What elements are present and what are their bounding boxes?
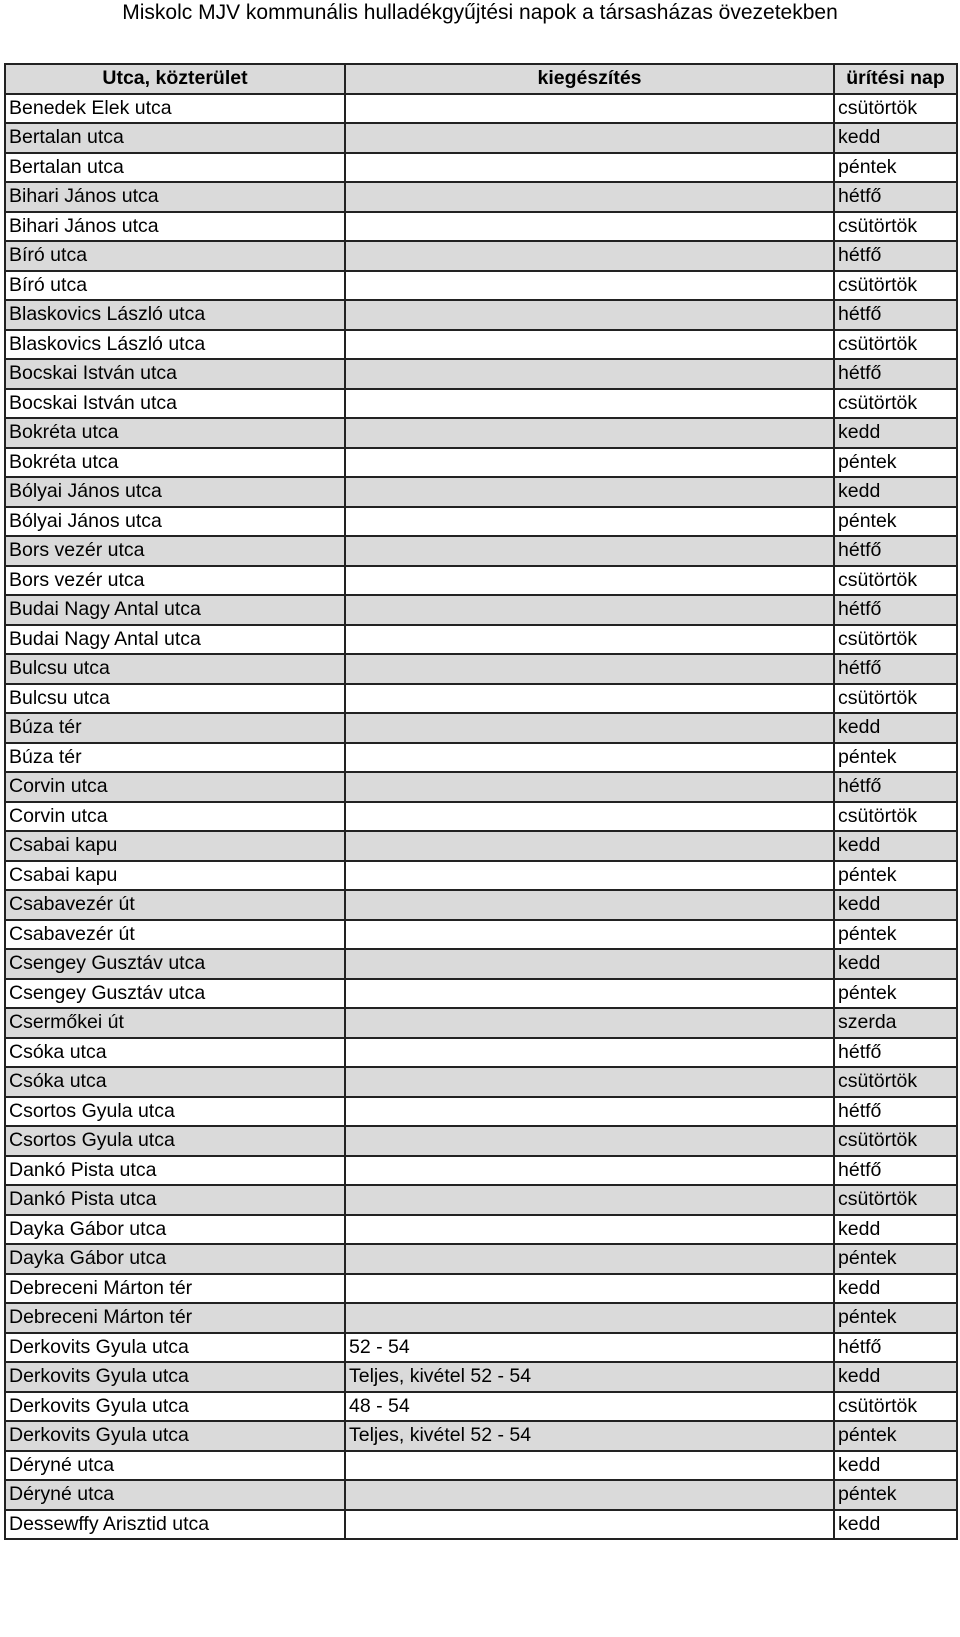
street-cell: Dayka Gábor utca (5, 1244, 345, 1274)
supplement-cell (345, 979, 834, 1009)
collection-day-cell: kedd (834, 123, 957, 153)
supplement-cell (345, 359, 834, 389)
street-cell: Derkovits Gyula utca (5, 1392, 345, 1422)
table-row (5, 123, 957, 153)
collection-day-cell: hétfő (834, 241, 957, 271)
supplement-cell (345, 831, 834, 861)
collection-day-cell: csütörtök (834, 566, 957, 596)
collection-day-cell: csütörtök (834, 625, 957, 655)
table-row (5, 1097, 957, 1127)
street-cell: Bors vezér utca (5, 536, 345, 566)
supplement-cell (345, 949, 834, 979)
table-row (5, 271, 957, 301)
street-cell: Csortos Gyula utca (5, 1097, 345, 1127)
collection-day-cell: kedd (834, 831, 957, 861)
collection-day-cell: péntek (834, 920, 957, 950)
table-row (5, 330, 957, 360)
supplement-cell (345, 477, 834, 507)
collection-day-cell: csütörtök (834, 802, 957, 832)
street-cell: Búza tér (5, 713, 345, 743)
collection-day-cell: hétfő (834, 1333, 957, 1363)
table-row (5, 595, 957, 625)
table-row (5, 1156, 957, 1186)
street-cell: Bulcsu utca (5, 654, 345, 684)
collection-day-cell: hétfő (834, 654, 957, 684)
street-cell: Bokréta utca (5, 418, 345, 448)
street-cell: Csabavezér út (5, 890, 345, 920)
street-cell: Csengey Gusztáv utca (5, 979, 345, 1009)
table-row (5, 1333, 957, 1363)
street-cell: Dankó Pista utca (5, 1156, 345, 1186)
collection-day-cell: csütörtök (834, 271, 957, 301)
collection-day-cell: kedd (834, 1451, 957, 1481)
street-cell: Blaskovics László utca (5, 300, 345, 330)
collection-day-cell: csütörtök (834, 1392, 957, 1422)
table-header-row (5, 64, 957, 94)
table-row (5, 1510, 957, 1540)
supplement-cell (345, 802, 834, 832)
street-cell: Bertalan utca (5, 123, 345, 153)
collection-days-table (4, 63, 958, 1540)
collection-day-cell: csütörtök (834, 684, 957, 714)
table-row (5, 1303, 957, 1333)
table-body (5, 94, 957, 1540)
street-cell: Déryné utca (5, 1451, 345, 1481)
supplement-cell (345, 1510, 834, 1540)
collection-day-cell: kedd (834, 477, 957, 507)
collection-day-cell: kedd (834, 890, 957, 920)
supplement-cell (345, 1126, 834, 1156)
collection-day-cell: csütörtök (834, 389, 957, 419)
supplement-cell (345, 1185, 834, 1215)
street-cell: Csortos Gyula utca (5, 1126, 345, 1156)
supplement-cell (345, 1274, 834, 1304)
table-row (5, 625, 957, 655)
street-cell: Csabai kapu (5, 861, 345, 891)
street-cell: Debreceni Márton tér (5, 1303, 345, 1333)
street-cell: Déryné utca (5, 1480, 345, 1510)
street-cell: Bólyai János utca (5, 507, 345, 537)
table-row (5, 536, 957, 566)
street-cell: Bíró utca (5, 271, 345, 301)
street-cell: Csengey Gusztáv utca (5, 949, 345, 979)
supplement-cell (345, 153, 834, 183)
table-row (5, 566, 957, 596)
collection-day-cell: hétfő (834, 182, 957, 212)
collection-day-cell: péntek (834, 861, 957, 891)
street-cell: Derkovits Gyula utca (5, 1362, 345, 1392)
street-cell: Corvin utca (5, 802, 345, 832)
street-cell: Budai Nagy Antal utca (5, 595, 345, 625)
table-row (5, 1038, 957, 1068)
supplement-cell (345, 1451, 834, 1481)
street-cell: Benedek Elek utca (5, 94, 345, 124)
street-cell: Budai Nagy Antal utca (5, 625, 345, 655)
table-row (5, 772, 957, 802)
supplement-cell (345, 920, 834, 950)
collection-day-cell: hétfő (834, 536, 957, 566)
table-row (5, 1421, 957, 1451)
street-cell: Dessewffy Arisztid utca (5, 1510, 345, 1540)
table-row (5, 1451, 957, 1481)
street-cell: Bulcsu utca (5, 684, 345, 714)
collection-day-cell: hétfő (834, 300, 957, 330)
supplement-cell (345, 389, 834, 419)
supplement-cell (345, 182, 834, 212)
table-row (5, 300, 957, 330)
collection-day-cell: kedd (834, 1215, 957, 1245)
street-cell: Bólyai János utca (5, 477, 345, 507)
supplement-cell (345, 271, 834, 301)
table-row (5, 684, 957, 714)
table-row (5, 477, 957, 507)
table-row (5, 979, 957, 1009)
collection-day-cell: kedd (834, 418, 957, 448)
column-header-supplement: kiegészítés (345, 64, 834, 94)
supplement-cell (345, 448, 834, 478)
street-cell: Dankó Pista utca (5, 1185, 345, 1215)
street-cell: Bihari János utca (5, 212, 345, 242)
supplement-cell (345, 330, 834, 360)
supplement-cell: 48 - 54 (345, 1392, 834, 1422)
collection-day-cell: szerda (834, 1008, 957, 1038)
collection-day-cell: péntek (834, 1480, 957, 1510)
collection-day-cell: csütörtök (834, 1067, 957, 1097)
table-row (5, 359, 957, 389)
table-row (5, 1126, 957, 1156)
street-cell: Derkovits Gyula utca (5, 1421, 345, 1451)
collection-day-cell: csütörtök (834, 212, 957, 242)
supplement-cell: Teljes, kivétel 52 - 54 (345, 1362, 834, 1392)
table-row (5, 448, 957, 478)
street-cell: Bokréta utca (5, 448, 345, 478)
supplement-cell (345, 241, 834, 271)
table-row (5, 1067, 957, 1097)
street-cell: Bihari János utca (5, 182, 345, 212)
collection-day-cell: péntek (834, 1303, 957, 1333)
collection-day-cell: hétfő (834, 1038, 957, 1068)
collection-day-cell: hétfő (834, 1097, 957, 1127)
table-row (5, 1244, 957, 1274)
collection-day-cell: hétfő (834, 1156, 957, 1186)
collection-day-cell: kedd (834, 1274, 957, 1304)
supplement-cell (345, 890, 834, 920)
table-row (5, 507, 957, 537)
collection-day-cell: péntek (834, 1421, 957, 1451)
supplement-cell (345, 743, 834, 773)
collection-day-cell: csütörtök (834, 1185, 957, 1215)
street-cell: Csóka utca (5, 1067, 345, 1097)
supplement-cell: Teljes, kivétel 52 - 54 (345, 1421, 834, 1451)
supplement-cell (345, 595, 834, 625)
table-row (5, 949, 957, 979)
supplement-cell (345, 94, 834, 124)
table-row (5, 1008, 957, 1038)
table-row (5, 920, 957, 950)
supplement-cell (345, 507, 834, 537)
table-row (5, 1362, 957, 1392)
supplement-cell (345, 212, 834, 242)
table-row (5, 713, 957, 743)
supplement-cell: 52 - 54 (345, 1333, 834, 1363)
table-row (5, 1392, 957, 1422)
supplement-cell (345, 684, 834, 714)
table-row (5, 802, 957, 832)
collection-day-cell: csütörtök (834, 330, 957, 360)
street-cell: Bocskai István utca (5, 359, 345, 389)
collection-day-cell: péntek (834, 743, 957, 773)
table-row (5, 831, 957, 861)
collection-day-cell: kedd (834, 1362, 957, 1392)
collection-day-cell: csütörtök (834, 94, 957, 124)
street-cell: Bíró utca (5, 241, 345, 271)
column-header-collection-day: ürítési nap (834, 64, 957, 94)
table-row (5, 1215, 957, 1245)
street-cell: Csabavezér út (5, 920, 345, 950)
collection-day-cell: hétfő (834, 359, 957, 389)
supplement-cell (345, 418, 834, 448)
table-row (5, 241, 957, 271)
table-row (5, 1185, 957, 1215)
street-cell: Csermőkei út (5, 1008, 345, 1038)
street-cell: Csóka utca (5, 1038, 345, 1068)
table-row (5, 890, 957, 920)
supplement-cell (345, 1303, 834, 1333)
street-cell: Bors vezér utca (5, 566, 345, 596)
street-cell: Corvin utca (5, 772, 345, 802)
street-cell: Debreceni Márton tér (5, 1274, 345, 1304)
collection-day-cell: kedd (834, 949, 957, 979)
collection-day-cell: péntek (834, 1244, 957, 1274)
supplement-cell (345, 713, 834, 743)
table-row (5, 861, 957, 891)
supplement-cell (345, 1038, 834, 1068)
page-title: Miskolc MJV kommunális hulladékgyűjtési napok a társasházas övezetekben (122, 1, 838, 24)
collection-day-cell: péntek (834, 153, 957, 183)
supplement-cell (345, 536, 834, 566)
supplement-cell (345, 123, 834, 153)
supplement-cell (345, 1480, 834, 1510)
street-cell: Bocskai István utca (5, 389, 345, 419)
collection-day-cell: kedd (834, 1510, 957, 1540)
supplement-cell (345, 772, 834, 802)
supplement-cell (345, 1008, 834, 1038)
street-cell: Dayka Gábor utca (5, 1215, 345, 1245)
collection-day-cell: péntek (834, 507, 957, 537)
table-row (5, 153, 957, 183)
collection-day-cell: kedd (834, 713, 957, 743)
supplement-cell (345, 1067, 834, 1097)
table-row (5, 418, 957, 448)
supplement-cell (345, 1215, 834, 1245)
table-row (5, 1274, 957, 1304)
collection-day-cell: csütörtök (834, 1126, 957, 1156)
supplement-cell (345, 1156, 834, 1186)
supplement-cell (345, 654, 834, 684)
column-header-street: Utca, közterület (5, 64, 345, 94)
collection-day-cell: péntek (834, 979, 957, 1009)
table-row (5, 743, 957, 773)
street-cell: Csabai kapu (5, 831, 345, 861)
street-cell: Blaskovics László utca (5, 330, 345, 360)
supplement-cell (345, 1097, 834, 1127)
table-row (5, 94, 957, 124)
table-row (5, 654, 957, 684)
table-row (5, 212, 957, 242)
supplement-cell (345, 300, 834, 330)
street-cell: Bertalan utca (5, 153, 345, 183)
street-cell: Derkovits Gyula utca (5, 1333, 345, 1363)
collection-day-cell: hétfő (834, 595, 957, 625)
table-row (5, 389, 957, 419)
supplement-cell (345, 566, 834, 596)
table-row (5, 1480, 957, 1510)
supplement-cell (345, 1244, 834, 1274)
street-cell: Búza tér (5, 743, 345, 773)
collection-day-cell: péntek (834, 448, 957, 478)
supplement-cell (345, 625, 834, 655)
table-row (5, 182, 957, 212)
supplement-cell (345, 861, 834, 891)
collection-day-cell: hétfő (834, 772, 957, 802)
